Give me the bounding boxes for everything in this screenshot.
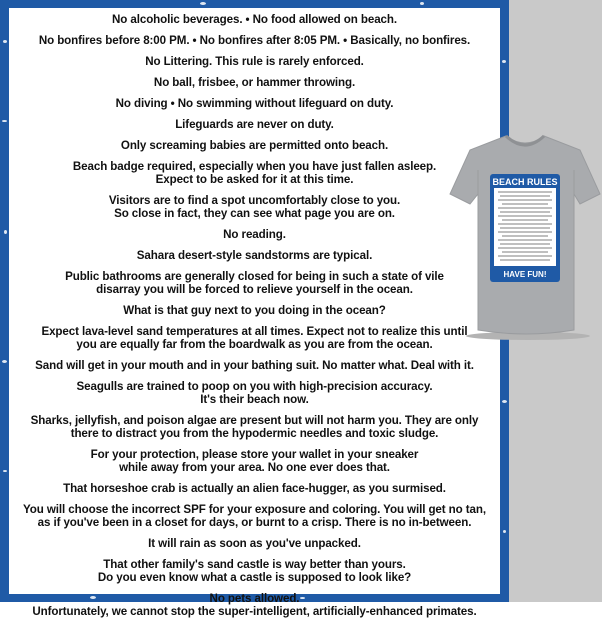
rule-line: No Littering. This rule is rarely enforced. bbox=[145, 55, 364, 68]
rule-line: That other family's sand castle is way better than yours. Do you even know what a castle is supposed to look like? bbox=[97, 558, 412, 584]
rules-panel bbox=[9, 8, 500, 618]
rule-line: Lifeguards are never on duty. bbox=[175, 118, 334, 131]
rule-line: You will choose the incorrect SPF for your exposure and coloring. You will get no tan, as if you've been in a closet for days, or burnt to a crisp. There is no in-between. bbox=[23, 503, 486, 529]
sign-title: BEACH RULES bbox=[492, 177, 558, 187]
rule-line: No pets allowed. Unfortunately, we cannot stop the super-intelligent, artificially-enhanced primates. bbox=[32, 592, 477, 618]
rule-line: It will rain as soon as you've unpacked. bbox=[148, 537, 361, 550]
rule-line: Expect lava-level sand temperatures at all times. Expect not to realize this until you are equally far from the boardwalk as you are from the ocean. bbox=[41, 325, 468, 351]
border-speck bbox=[420, 2, 424, 5]
tshirt-icon bbox=[448, 130, 602, 342]
rule-line: What is that guy next to you doing in the ocean? bbox=[123, 304, 386, 317]
rule-line: Public bathrooms are generally closed for being in such a state of vile disarray you will be forced to relieve yourself in the ocean. bbox=[65, 270, 444, 296]
rule-line: No ball, frisbee, or hammer throwing. bbox=[153, 76, 356, 89]
rules-list bbox=[9, 13, 500, 626]
rule-line: Sand will get in your mouth and in your bathing suit. No matter what. Deal with it. bbox=[35, 359, 474, 372]
border-speck bbox=[2, 120, 7, 122]
border-speck bbox=[3, 470, 7, 472]
rule-line: For your protection, please store your wallet in your sneaker while away from your area. No one ever does that. bbox=[90, 448, 419, 474]
border-speck bbox=[502, 60, 506, 63]
border-speck bbox=[503, 530, 506, 533]
border-speck bbox=[3, 40, 7, 43]
sign-footer: HAVE FUN! bbox=[503, 270, 547, 279]
rule-line: No bonfires before 8:00 PM. • No bonfires after 8:05 PM. • Basically, no bonfires. bbox=[38, 34, 471, 47]
beach-rules-sign bbox=[490, 174, 560, 282]
rule-line: Beach badge required, especially when you have just fallen asleep. Expect to be asked for it at this time. bbox=[72, 160, 437, 186]
border-speck bbox=[4, 230, 7, 234]
rule-line: No alcoholic beverages. • No food allowed on beach. bbox=[112, 13, 397, 26]
rule-line: Visitors are to find a spot uncomfortably close to you. So close in fact, they can see what page you are on. bbox=[108, 194, 401, 220]
rule-line: No diving • No swimming without lifeguard on duty. bbox=[115, 97, 394, 110]
rule-line: No reading. bbox=[223, 228, 286, 241]
rule-line: Only screaming babies are permitted onto beach. bbox=[120, 139, 389, 152]
rule-line: Sharks, jellyfish, and poison algae are present but will not harm you. They are only there to distract you from the hypodermic needles and toxic sludge. bbox=[30, 414, 479, 440]
rule-line: Seagulls are trained to poop on you with high-precision accuracy. It's their beach now. bbox=[76, 380, 433, 406]
rule-line: That horseshoe crab is actually an alien face-hugger, as you surmised. bbox=[63, 482, 446, 495]
tshirt-preview bbox=[448, 130, 602, 342]
border-speck bbox=[502, 400, 507, 403]
border-speck bbox=[200, 2, 206, 5]
rule-line: Sahara desert-style sandstorms are typical. bbox=[136, 249, 373, 262]
border-speck bbox=[2, 360, 7, 363]
